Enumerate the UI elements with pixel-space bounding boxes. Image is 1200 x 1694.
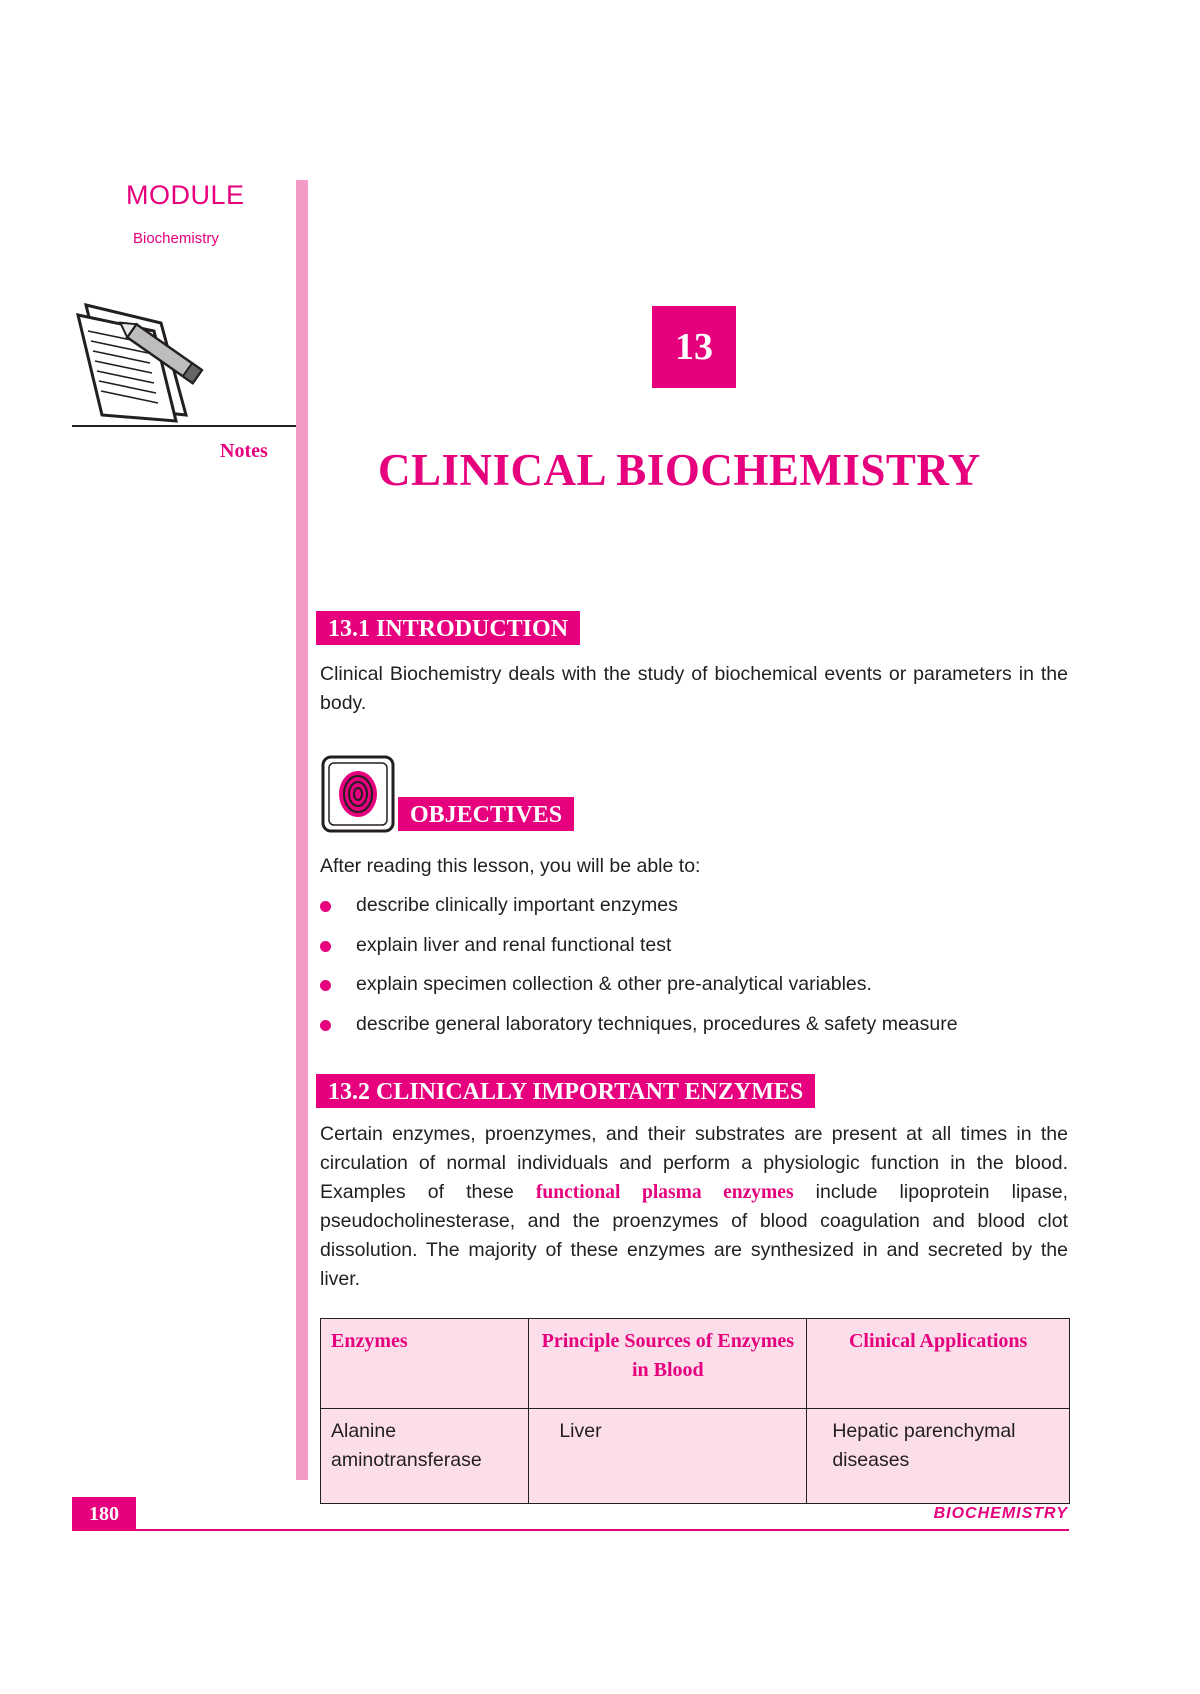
list-item: describe general laboratory techniques, procedures & safety measure — [320, 1013, 958, 1053]
notes-label: Notes — [220, 440, 268, 462]
target-icon — [320, 754, 396, 834]
table-row — [321, 1409, 1070, 1504]
objectives-list — [320, 894, 958, 1052]
table-cell: Liver — [529, 1409, 807, 1504]
margin-bar — [296, 180, 308, 1480]
table-header: Enzymes — [321, 1319, 529, 1409]
section-heading-introduction: 13.1 INTRODUCTION — [316, 611, 580, 645]
bullet-icon — [320, 980, 331, 991]
highlight-term: functional plasma enzymes — [535, 1182, 794, 1203]
enzymes-table — [320, 1318, 1070, 1504]
table-cell: Hepatic parenchymal diseases — [807, 1409, 1070, 1504]
list-item: explain liver and renal functional test — [320, 934, 958, 974]
intro-text: Clinical Biochemistry deals with the study of biochemical events or parameters in the body. — [320, 663, 1068, 714]
table-header: Principle Sources of Enzymes in Blood — [529, 1319, 807, 1409]
bullet-icon — [320, 1020, 331, 1031]
enzymes-text: Certain enzymes, proenzymes, and their substrates are present at all times in the circulation of normal individuals and perform a physiologic function in the blood. Examples of these functional plasma enzymes include lipoprotein lipase, pseudocholinesterase, and the proenzymes of blood coagulation and blood clot dissolution. The majority of these enzymes are synthesized in and secreted by the liver. — [320, 1123, 1068, 1290]
module-label: MODULE — [126, 180, 245, 210]
footer-rule — [72, 1529, 1069, 1531]
table-header: Clinical Applications — [807, 1319, 1070, 1409]
footer-book-title: BIOCHEMISTRY — [933, 1505, 1068, 1522]
chapter-title: CLINICAL BIOCHEMISTRY — [378, 445, 981, 495]
table-cell: Alanine aminotransferase — [321, 1409, 529, 1504]
objectives-lead: After reading this lesson, you will be able to: — [320, 855, 701, 877]
module-subject: Biochemistry — [133, 230, 219, 247]
page-number: 180 — [72, 1497, 136, 1531]
table-header-row — [321, 1319, 1070, 1409]
notes-rule — [72, 425, 300, 427]
bullet-icon — [320, 941, 331, 952]
list-item: describe clinically important enzymes — [320, 894, 958, 934]
section-heading-objectives: OBJECTIVES — [398, 797, 574, 831]
list-item: explain specimen collection & other pre-analytical variables. — [320, 973, 958, 1013]
bullet-icon — [320, 901, 331, 912]
notepad-pencil-icon — [66, 295, 216, 425]
section-heading-enzymes: 13.2 CLINICALLY IMPORTANT ENZYMES — [316, 1074, 815, 1108]
chapter-number: 13 — [652, 306, 736, 388]
